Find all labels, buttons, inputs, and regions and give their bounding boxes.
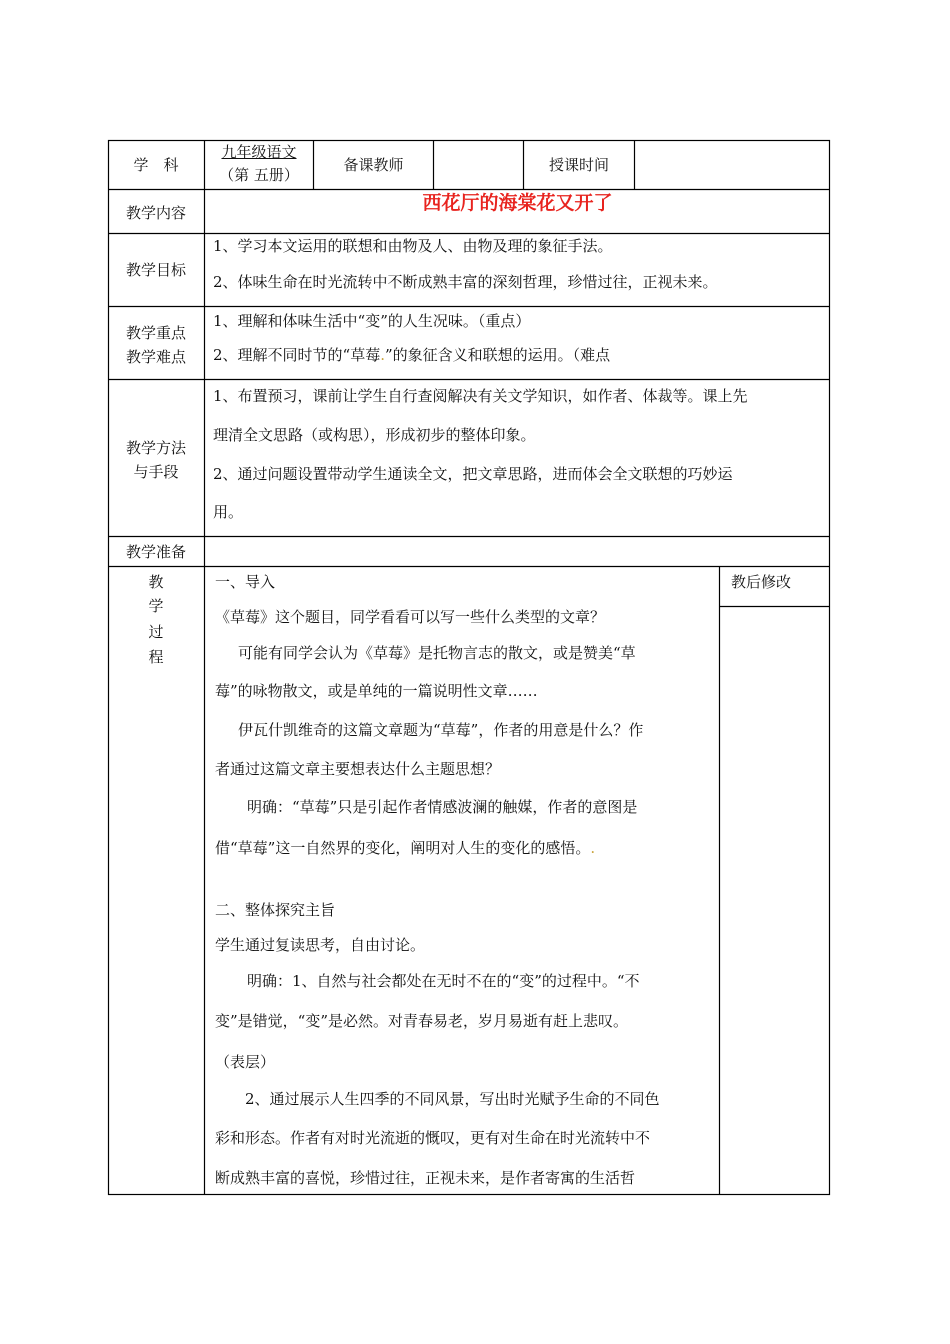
process-line-6: 者通过这篇文章主要想表达什么主题思想？	[215, 760, 501, 778]
process-line-9: 二、整体探究主旨	[215, 901, 336, 919]
goals-label: 教学目标	[125, 261, 186, 279]
difficulty-label: 教学难点	[125, 348, 186, 366]
process-line-15: 彩和形态。作者有对时光流逝的慨叹，更有对生命在时光流转中不	[215, 1129, 651, 1147]
process-line-16: 断成熟丰富的喜悦，珍惜过往，正视未来，是作者寄寓的生活哲	[215, 1169, 636, 1187]
process-label-char-1: 教	[148, 573, 164, 591]
subject-value-line2: （第 五册）	[219, 166, 299, 184]
revision-label: 教后修改	[731, 573, 792, 591]
key-point-item-2: 2、理解不同时节的“草莓.”的象征含义和联想的运用。（难点	[213, 346, 611, 364]
method-line-4: 用。	[213, 503, 244, 521]
method-line-3: 2、通过问题设置带动学生通读全文，把文章思路，进而体会全文联想的巧妙运	[213, 465, 733, 483]
process-label-char-2: 学	[148, 597, 164, 615]
process-line-14: 2、通过展示人生四季的不同风景，写出时光赋予生命的不同色	[245, 1090, 660, 1108]
subject-label: 学 科	[133, 156, 179, 174]
key-point-item-1: 1、理解和体味生活中“变”的人生况味。（重点）	[213, 312, 531, 330]
process-line-1: 一、导入	[215, 573, 276, 591]
goal-item-1: 1、学习本文运用的联想和由物及人、由物及理的象征手法。	[213, 237, 613, 255]
subject-value-line1: 九年级语文	[221, 143, 297, 161]
process-line-7: 明确：“草莓”只是引起作者情感波澜的触媒，作者的意图是	[247, 798, 638, 816]
process-line-13: （表层）	[215, 1053, 276, 1071]
means-label: 与手段	[133, 463, 179, 481]
teacher-label: 备课教师	[343, 156, 404, 174]
process-line-4: 莓”的咏物散文，或是单纯的一篇说明性文章……	[215, 682, 538, 700]
process-line-5: 伊瓦什凯维奇的这篇文章题为“草莓”，作者的用意是什么？作	[238, 721, 644, 739]
method-line-1: 1、布置预习，课前让学生自行查阅解决有关文学知识，如作者、体裁等。课上先	[213, 387, 748, 405]
process-label-char-3: 过	[148, 623, 164, 641]
process-line-3: 可能有同学会认为《草莓》是托物言志的散文，或是赞美“草	[238, 644, 636, 662]
process-label-char-4: 程	[148, 648, 164, 666]
process-line-10: 学生通过复读思考，自由讨论。	[215, 936, 426, 954]
goal-item-2: 2、体味生命在时光流转中不断成熟丰富的深刻哲理，珍惜过往，正视未来。	[213, 273, 718, 291]
process-line-12: 变”是错觉，“变”是必然。对青春易老，岁月易逝有赶上悲叹。	[215, 1012, 629, 1030]
time-label: 授课时间	[548, 156, 609, 174]
key-points-label: 教学重点	[125, 324, 186, 342]
method-line-2: 理清全文思路（或构思），形成初步的整体印象。	[213, 426, 536, 444]
methods-label: 教学方法	[125, 439, 186, 457]
process-line-8: 借“草莓”这一自然界的变化，阐明对人生的变化的感悟。.	[215, 839, 596, 857]
content-label: 教学内容	[125, 204, 186, 222]
lesson-title: 西花厅的海棠花又开了	[422, 192, 613, 214]
process-line-11: 明确：1、自然与社会都处在无时不在的“变”的过程中。“不	[247, 972, 640, 990]
prep-label: 教学准备	[125, 543, 186, 561]
process-line-2: 《草莓》这个题目，同学看看可以写一些什么类型的文章？	[215, 608, 606, 626]
